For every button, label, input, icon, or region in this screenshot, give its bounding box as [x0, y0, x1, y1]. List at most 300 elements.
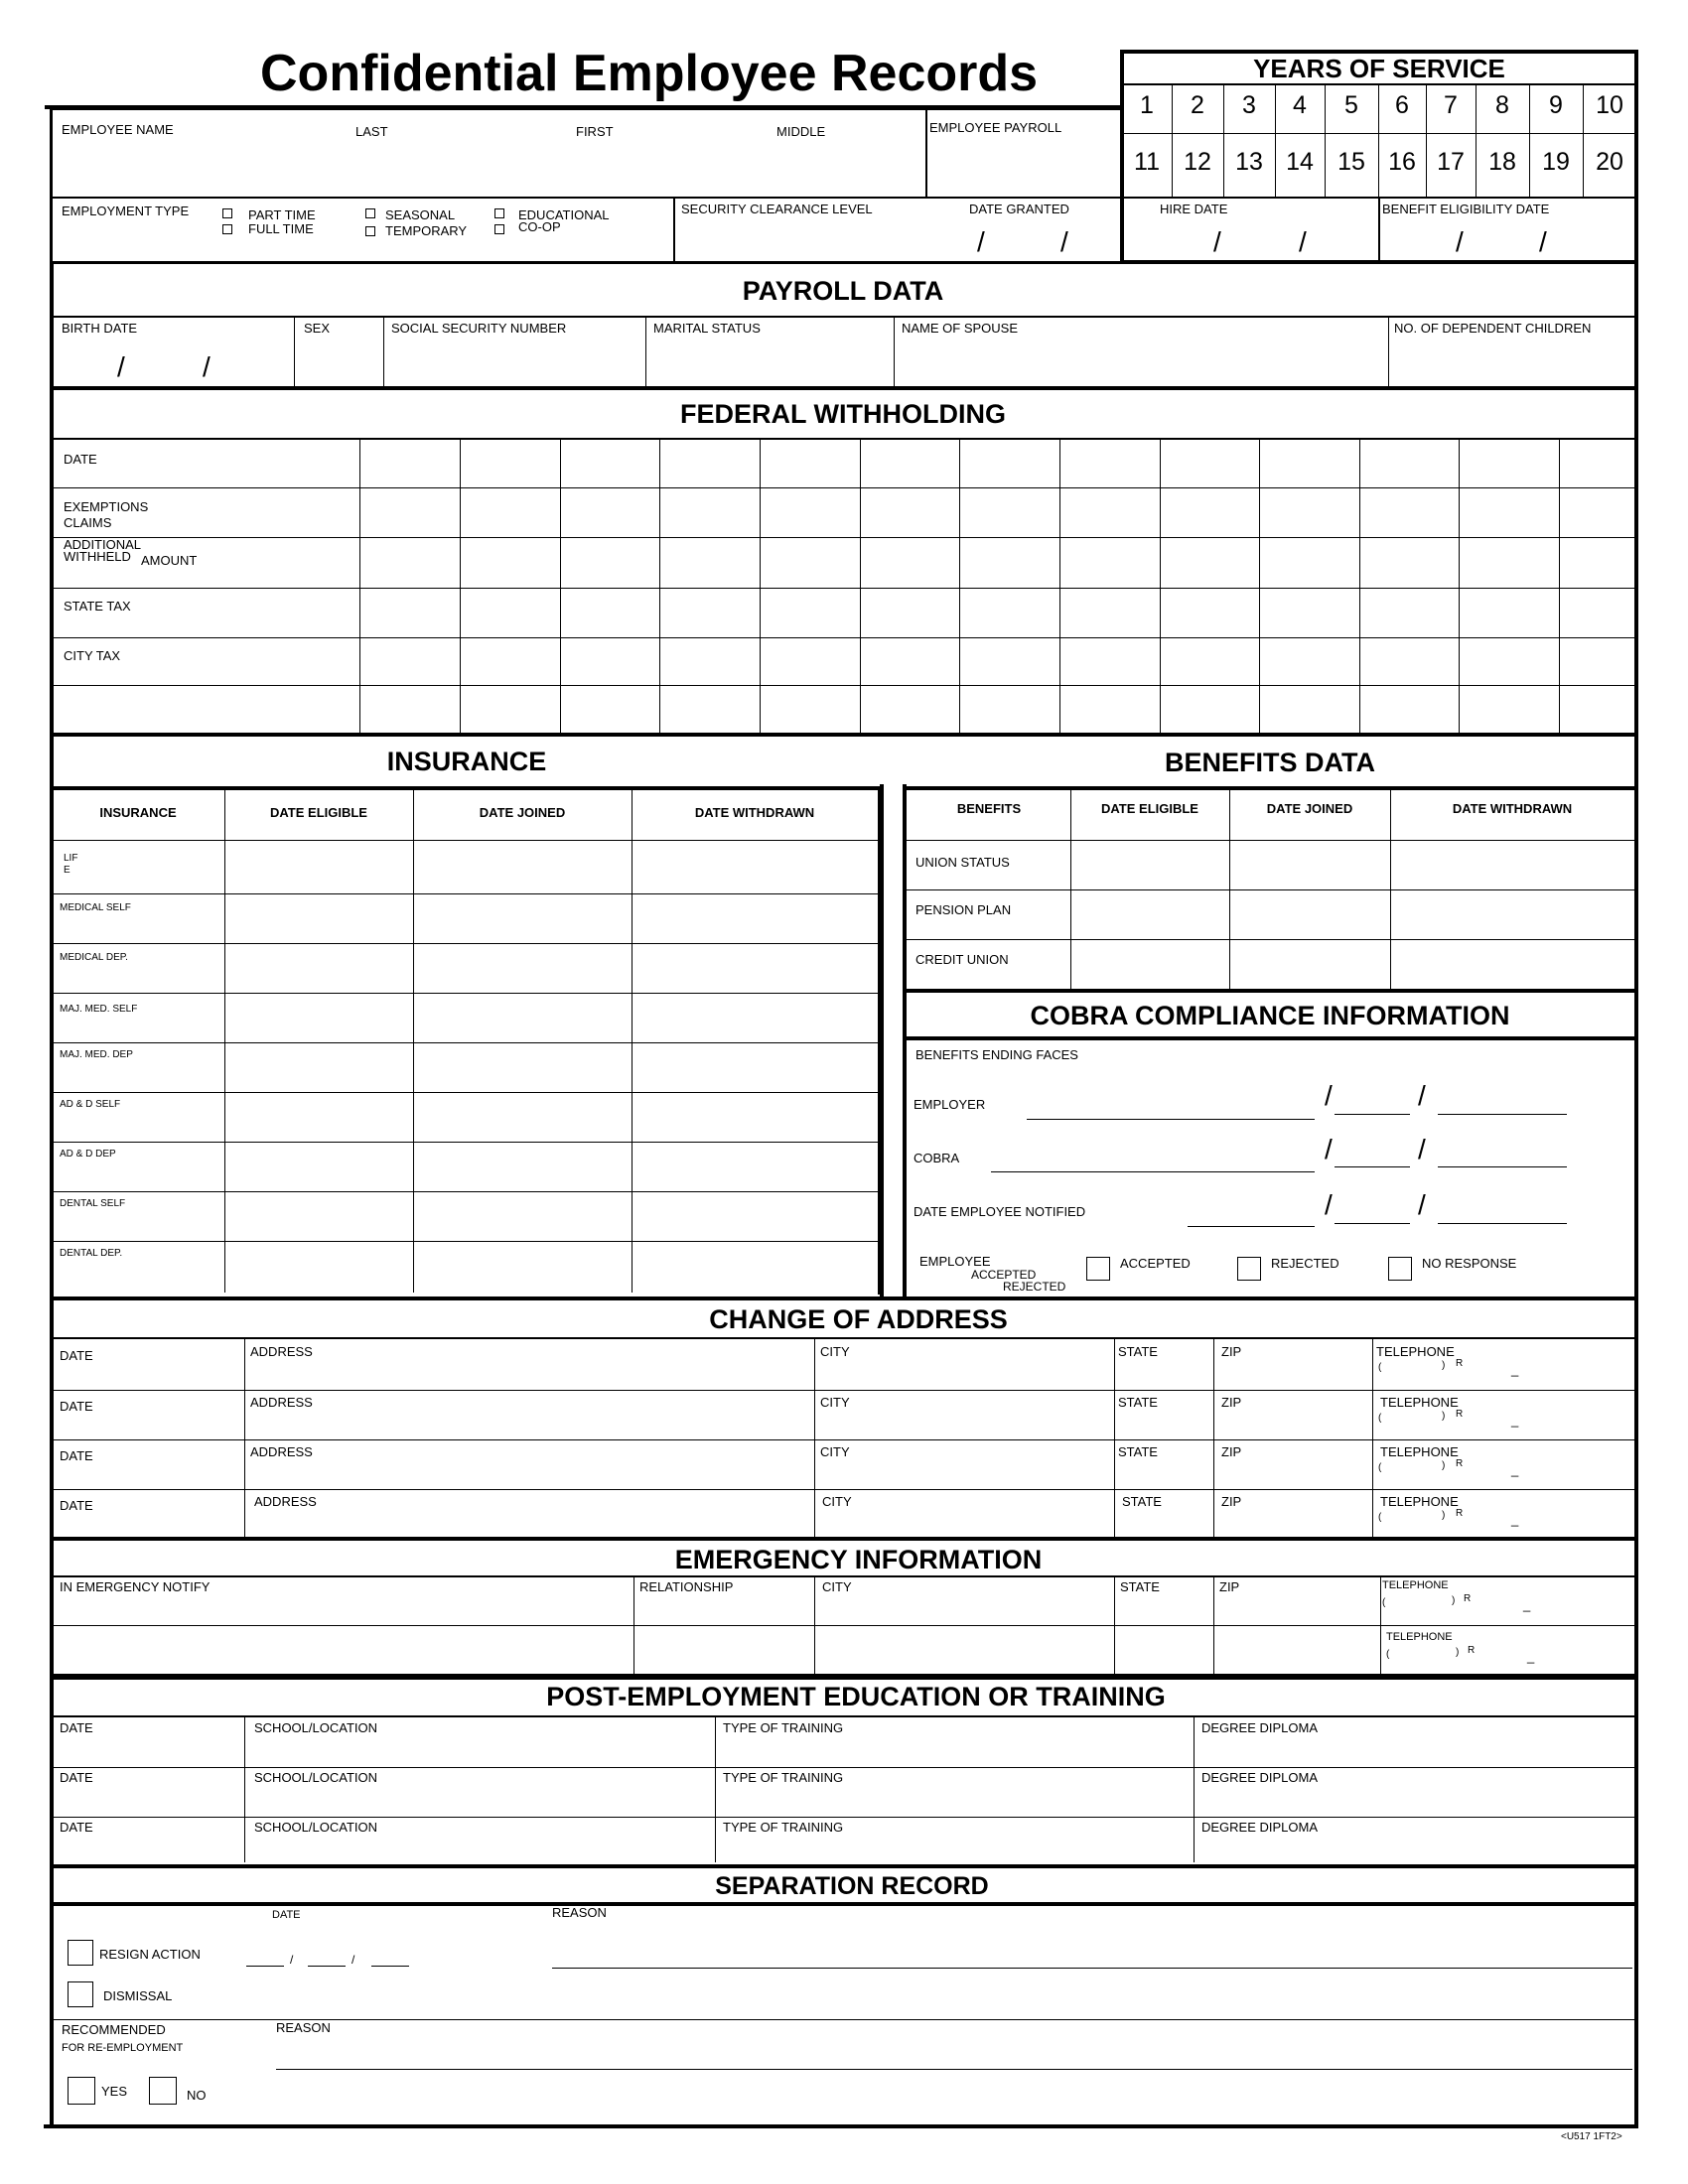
emer-cell[interactable] [1116, 1597, 1211, 1623]
addr-date-label: DATE [60, 1498, 93, 1513]
educational-checkbox[interactable] [494, 208, 504, 218]
accepted-checkbox[interactable] [1086, 1257, 1110, 1281]
emer-cell[interactable] [635, 1645, 812, 1672]
seasonal-checkbox[interactable] [365, 208, 375, 218]
addr-paren-open: ( [1378, 1362, 1382, 1373]
fed-cell[interactable] [1060, 639, 1159, 684]
emer-telephone-label: TELEPHONE [1386, 1631, 1453, 1643]
fed-cell[interactable] [1360, 687, 1458, 732]
ins-header-0: INSURANCE [99, 805, 177, 820]
addr-paren-open: ( [1378, 1462, 1382, 1473]
yos-year-13[interactable]: 13 [1235, 148, 1263, 176]
yos-year-8[interactable]: 8 [1495, 91, 1509, 119]
fed-cell[interactable] [561, 440, 658, 486]
ins-cell[interactable] [633, 1193, 876, 1239]
addr-cell[interactable] [246, 1412, 812, 1437]
addr-cell[interactable] [246, 1511, 812, 1535]
fed-cell[interactable] [960, 687, 1058, 732]
emer-paren-open: ( [1386, 1649, 1390, 1660]
fed-cell[interactable] [861, 639, 958, 684]
fed-cell[interactable] [861, 687, 958, 732]
resign-date-sep-1: / [290, 1953, 294, 1967]
edu-cell[interactable] [1196, 1787, 1632, 1815]
date-notified-line[interactable] [1188, 1226, 1315, 1227]
emer-cell[interactable] [816, 1597, 1112, 1623]
fed-cell[interactable] [1161, 639, 1258, 684]
addr-cell[interactable] [54, 1412, 242, 1437]
dismissal-checkbox[interactable] [68, 1981, 93, 2007]
fed-cell[interactable] [1260, 539, 1358, 587]
emer-cell[interactable] [1116, 1645, 1211, 1672]
ins-cell[interactable] [226, 945, 411, 991]
educational-label: EDUCATIONAL [518, 207, 610, 222]
resign-reason-line[interactable] [552, 1968, 1632, 1969]
ins-row-line [52, 1191, 878, 1192]
addr-cell[interactable] [54, 1511, 242, 1535]
cobra-cobra-line[interactable] [991, 1171, 1315, 1172]
date-notified-label: DATE EMPLOYEE NOTIFIED [914, 1204, 1086, 1219]
ins-cell[interactable] [633, 1094, 876, 1140]
addr-cell[interactable] [1116, 1511, 1211, 1535]
fed-cell[interactable] [1161, 489, 1258, 536]
cobra-cobra-date-1[interactable] [1335, 1166, 1410, 1167]
ins-cell[interactable] [415, 1144, 630, 1189]
addr-zip-label: ZIP [1221, 1395, 1242, 1410]
ben-cell[interactable] [1392, 891, 1632, 937]
fed-cell[interactable] [360, 590, 459, 636]
fed-cell[interactable] [1161, 539, 1258, 587]
separation-title-rule [52, 1902, 1634, 1906]
addr-cell[interactable] [1215, 1361, 1370, 1388]
edu-cell[interactable] [717, 1787, 1192, 1815]
fed-cell[interactable] [960, 489, 1058, 536]
edu-cell[interactable] [246, 1837, 713, 1860]
fed-cell[interactable] [1161, 687, 1258, 732]
part-time-checkbox[interactable] [222, 208, 232, 218]
edu-type-label: TYPE OF TRAINING [723, 1720, 844, 1735]
rejected-checkbox[interactable] [1237, 1257, 1261, 1281]
yos-year-6[interactable]: 6 [1395, 91, 1409, 119]
security-clearance-label: SECURITY CLEARANCE LEVEL [681, 202, 873, 216]
fed-cell[interactable] [1260, 489, 1358, 536]
addr-cell[interactable] [1116, 1412, 1211, 1437]
fed-cell[interactable] [1161, 590, 1258, 636]
coop-checkbox[interactable] [494, 224, 504, 234]
fed-exemptions-label: EXEMPTIONS [64, 499, 149, 514]
ins-cell[interactable] [226, 1144, 411, 1189]
ins-row-label: DENTAL SELF [60, 1198, 126, 1209]
reemployment-reason-line[interactable] [276, 2069, 1632, 2070]
no-checkbox[interactable] [149, 2077, 177, 2105]
addr-city-label: CITY [820, 1444, 850, 1459]
addr-paren-close: ) [1442, 1460, 1446, 1471]
fed-cell[interactable] [1260, 590, 1358, 636]
addr-cell[interactable] [816, 1461, 1112, 1487]
addr-cell[interactable] [1374, 1458, 1632, 1487]
cobra-cobra-slash-2: / [1418, 1134, 1426, 1164]
emer-col-line [814, 1577, 815, 1674]
ins-cell[interactable] [633, 842, 876, 891]
yos-year-5[interactable]: 5 [1344, 91, 1358, 119]
fed-cell[interactable] [1560, 489, 1633, 536]
ins-cell[interactable] [415, 995, 630, 1040]
fed-cell[interactable] [660, 539, 759, 587]
fed-cell[interactable] [960, 639, 1058, 684]
edu-cell[interactable] [246, 1737, 713, 1765]
emer-cell[interactable] [1215, 1645, 1378, 1672]
edu-row-line [52, 1767, 1634, 1768]
cobra-employer-date-1[interactable] [1335, 1114, 1410, 1115]
fed-cell[interactable] [360, 539, 459, 587]
ins-header-1: DATE ELIGIBLE [270, 805, 367, 820]
full-time-checkbox[interactable] [222, 224, 232, 234]
fed-cell[interactable] [1260, 639, 1358, 684]
no-label: NO [187, 2088, 207, 2103]
yos-year-15[interactable]: 15 [1337, 148, 1365, 176]
edu-cell[interactable] [246, 1787, 713, 1815]
years-of-service-title: YEARS OF SERVICE [1253, 54, 1505, 83]
fed-cell[interactable] [360, 440, 459, 486]
ben-cell[interactable] [1231, 842, 1388, 887]
ins-row-label: MEDICAL DEP. [60, 952, 128, 963]
no-response-checkbox[interactable] [1388, 1257, 1412, 1281]
birth-date-slash-2: / [203, 351, 211, 382]
fed-cell[interactable] [960, 440, 1058, 486]
fed-cell[interactable] [761, 440, 859, 486]
header-security-divider [673, 197, 675, 262]
ins-row-label: MAJ. MED. DEP [60, 1049, 133, 1060]
addr-dash: _ [1511, 1512, 1519, 1527]
fed-cell[interactable] [1060, 687, 1159, 732]
ins-cell[interactable] [415, 1094, 630, 1140]
ins-cell[interactable] [633, 1144, 876, 1189]
fed-cell[interactable] [461, 590, 559, 636]
fed-cell[interactable] [1360, 590, 1458, 636]
date-notified-slash-1: / [1325, 1189, 1333, 1220]
ins-row-label: MEDICAL SELF [60, 902, 131, 913]
addr-cell[interactable] [246, 1361, 812, 1388]
fed-cell[interactable] [1560, 687, 1633, 732]
benefit-slash-1: / [1456, 226, 1464, 257]
fed-cell[interactable] [1060, 489, 1159, 536]
yos-rule-1 [1122, 83, 1636, 85]
fed-cell[interactable] [861, 489, 958, 536]
yos-col-line [1476, 84, 1477, 197]
address-title: CHANGE OF ADDRESS [709, 1304, 1008, 1334]
coop-label: CO-OP [518, 219, 561, 234]
resign-date-3[interactable] [371, 1966, 409, 1967]
insurance-title: INSURANCE [386, 747, 547, 776]
fed-cell[interactable] [761, 639, 859, 684]
ins-cell[interactable] [415, 1193, 630, 1239]
addr-city-label: CITY [820, 1344, 850, 1359]
yes-checkbox[interactable] [68, 2077, 95, 2105]
yos-year-4[interactable]: 4 [1293, 91, 1307, 119]
yos-year-10[interactable]: 10 [1596, 91, 1623, 119]
fed-cell[interactable] [1360, 539, 1458, 587]
fed-cell[interactable] [1360, 489, 1458, 536]
addr-cell[interactable] [816, 1511, 1112, 1535]
yos-year-18[interactable]: 18 [1488, 148, 1516, 176]
yos-year-3[interactable]: 3 [1242, 91, 1256, 119]
edu-cell[interactable] [54, 1737, 242, 1765]
ben-header-1: DATE ELIGIBLE [1101, 801, 1198, 816]
ben-cell[interactable] [1392, 941, 1632, 987]
cobra-employer-line[interactable] [1027, 1119, 1315, 1120]
fed-cell[interactable] [1460, 489, 1558, 536]
yos-year-11[interactable]: 11 [1134, 148, 1160, 176]
addr-paren-open: ( [1378, 1512, 1382, 1523]
addr-cell[interactable] [1215, 1511, 1370, 1535]
addr-telephone-label: TELEPHONE [1380, 1444, 1459, 1459]
ins-cell[interactable] [226, 842, 411, 891]
fed-cell[interactable] [561, 590, 658, 636]
fed-cell[interactable] [1560, 539, 1633, 587]
ben-row-label: PENSION PLAN [915, 902, 1012, 917]
fed-cell[interactable] [861, 440, 958, 486]
fed-cell[interactable] [1560, 440, 1633, 486]
addr-telephone-label: TELEPHONE [1376, 1344, 1455, 1359]
benefits-top-rule [904, 786, 1634, 790]
yos-year-2[interactable]: 2 [1191, 91, 1204, 119]
edu-cell[interactable] [1196, 1737, 1632, 1765]
yos-year-17[interactable]: 17 [1437, 148, 1465, 176]
addr-date-label: DATE [60, 1348, 93, 1363]
addr-cell[interactable] [54, 1361, 242, 1388]
emer-cell[interactable] [54, 1597, 632, 1623]
resign-checkbox[interactable] [68, 1940, 93, 1966]
ins-col-line [413, 790, 414, 1293]
ben-cell[interactable] [1072, 891, 1227, 937]
fed-cell[interactable] [761, 539, 859, 587]
payroll-col-3 [645, 318, 646, 386]
ins-row-line [52, 840, 878, 841]
cobra-employee-label: EMPLOYEE [919, 1254, 991, 1269]
edu-cell[interactable] [54, 1837, 242, 1860]
addr-date-label: DATE [60, 1399, 93, 1414]
fed-cell[interactable] [360, 687, 459, 732]
reemployment-label: FOR RE-EMPLOYMENT [62, 2042, 184, 2054]
insurance-top-rule [52, 786, 882, 790]
cobra-title-rule [904, 1036, 1634, 1040]
address-title-rule [52, 1337, 1634, 1339]
ins-cell[interactable] [226, 792, 411, 838]
date-notified-date-1[interactable] [1335, 1223, 1410, 1224]
fed-cell[interactable] [461, 687, 559, 732]
yos-year-7[interactable]: 7 [1444, 91, 1458, 119]
addr-cell[interactable] [816, 1412, 1112, 1437]
emer-cell[interactable] [1382, 1645, 1632, 1672]
emer-cell[interactable] [1215, 1597, 1378, 1623]
yos-year-1[interactable]: 1 [1140, 91, 1154, 119]
edu-cell[interactable] [1196, 1837, 1632, 1860]
emer-city-label: CITY [822, 1579, 852, 1594]
ben-cell[interactable] [1072, 842, 1227, 887]
fed-cell[interactable] [960, 539, 1058, 587]
edu-school-label: SCHOOL/LOCATION [254, 1770, 378, 1785]
emer-row-line [52, 1625, 1634, 1626]
addr-cell[interactable] [1116, 1461, 1211, 1487]
fed-cell[interactable] [660, 590, 759, 636]
fed-cell[interactable] [1161, 440, 1258, 486]
ben-row-line [906, 889, 1634, 890]
employment-type-label: EMPLOYMENT TYPE [62, 204, 190, 218]
ben-cell[interactable] [1392, 842, 1632, 887]
ins-cell[interactable] [415, 1044, 630, 1090]
addr-cell[interactable] [54, 1461, 242, 1487]
fed-cell[interactable] [1260, 440, 1358, 486]
edu-cell[interactable] [54, 1787, 242, 1815]
ben-cell[interactable] [1231, 941, 1388, 987]
addr-col-line [1213, 1339, 1214, 1537]
address-top-rule [52, 1297, 1634, 1300]
fed-cell[interactable] [1360, 639, 1458, 684]
fed-cell[interactable] [1060, 539, 1159, 587]
resign-date-1[interactable] [246, 1966, 284, 1967]
emer-cell[interactable] [54, 1645, 632, 1672]
ins-cell[interactable] [226, 1044, 411, 1090]
ins-cell[interactable] [633, 945, 876, 991]
fed-cell[interactable] [660, 687, 759, 732]
fed-cell[interactable] [761, 489, 859, 536]
addr-r: R [1456, 1458, 1464, 1469]
addr-cell[interactable] [1374, 1358, 1632, 1388]
ins-cell[interactable] [226, 1193, 411, 1239]
ben-row-line [906, 840, 1634, 841]
ins-cell[interactable] [415, 792, 630, 838]
ins-cell[interactable] [415, 842, 630, 891]
ben-row-label: UNION STATUS [915, 855, 1010, 870]
fed-cell[interactable] [1460, 639, 1558, 684]
fed-cell[interactable] [1060, 590, 1159, 636]
fed-cell[interactable] [1560, 639, 1633, 684]
temporary-checkbox[interactable] [365, 226, 375, 236]
fed-cell[interactable] [1560, 590, 1633, 636]
cobra-cobra-date-2[interactable] [1438, 1166, 1567, 1167]
addr-paren-close: ) [1442, 1411, 1446, 1422]
yos-year-9[interactable]: 9 [1549, 91, 1563, 119]
fed-cell[interactable] [461, 539, 559, 587]
emer-paren-open: ( [1382, 1597, 1386, 1608]
fed-cell[interactable] [660, 639, 759, 684]
emer-cell[interactable] [1382, 1597, 1632, 1623]
edu-cell[interactable] [717, 1837, 1192, 1860]
ins-cell[interactable] [415, 895, 630, 941]
ben-cell[interactable] [1072, 941, 1227, 987]
emer-zip-label: ZIP [1219, 1579, 1240, 1594]
fed-cell[interactable] [960, 590, 1058, 636]
addr-address-label: ADDRESS [250, 1444, 313, 1459]
addr-zip-label: ZIP [1221, 1344, 1242, 1359]
cobra-cobra-label: COBRA [914, 1151, 960, 1165]
edu-row-line [52, 1817, 1634, 1818]
date-notified-date-2[interactable] [1438, 1223, 1567, 1224]
benefit-slash-2: / [1539, 226, 1547, 257]
addr-telephone-label: TELEPHONE [1380, 1494, 1459, 1509]
addr-cell[interactable] [1215, 1412, 1370, 1437]
edu-degree-label: DEGREE DIPLOMA [1201, 1820, 1319, 1835]
fed-cell[interactable] [1060, 440, 1159, 486]
addr-cell[interactable] [1215, 1461, 1370, 1487]
ben-header-0: BENEFITS [956, 801, 1022, 816]
ins-cell[interactable] [226, 1094, 411, 1140]
addr-paren-close: ) [1442, 1510, 1446, 1521]
yos-year-16[interactable]: 16 [1388, 148, 1416, 176]
addr-paren-open: ( [1378, 1413, 1382, 1424]
ben-row-label: CREDIT UNION [915, 952, 1009, 967]
addr-cell[interactable] [1374, 1508, 1632, 1535]
fed-cell[interactable] [1460, 687, 1558, 732]
ins-cell[interactable] [633, 895, 876, 941]
yos-year-14[interactable]: 14 [1286, 148, 1314, 176]
yos-year-12[interactable]: 12 [1184, 148, 1211, 176]
fed-cell[interactable] [1360, 440, 1458, 486]
fed-cell[interactable] [660, 440, 759, 486]
fed-cell[interactable] [861, 539, 958, 587]
yos-year-20[interactable]: 20 [1596, 148, 1623, 176]
fed-cell[interactable] [861, 590, 958, 636]
fed-cell[interactable] [1460, 440, 1558, 486]
addr-cell[interactable] [1116, 1361, 1211, 1388]
addr-cell[interactable] [816, 1361, 1112, 1388]
employee-payroll-label: EMPLOYEE PAYROLL [929, 120, 1062, 135]
ins-cell[interactable] [633, 1044, 876, 1090]
ins-cell[interactable] [226, 895, 411, 941]
addr-cell[interactable] [246, 1461, 812, 1487]
fed-cell[interactable] [360, 639, 459, 684]
life-label-2: E [64, 865, 70, 876]
ins-cell[interactable] [633, 792, 876, 838]
addr-row-line [52, 1489, 1634, 1490]
fed-cell[interactable] [461, 639, 559, 684]
fed-cell[interactable] [1460, 539, 1558, 587]
fed-cell[interactable] [761, 590, 859, 636]
ins-cell[interactable] [226, 995, 411, 1040]
fed-cell[interactable] [461, 440, 559, 486]
resign-date-2[interactable] [308, 1966, 346, 1967]
fed-cell[interactable] [761, 687, 859, 732]
addr-paren-close: ) [1442, 1360, 1446, 1371]
addr-cell[interactable] [1374, 1409, 1632, 1437]
addr-address-label: ADDRESS [250, 1344, 313, 1359]
fed-cell[interactable] [561, 489, 658, 536]
fed-cell[interactable] [461, 489, 559, 536]
fed-cell[interactable] [1460, 590, 1558, 636]
payroll-col-5 [1388, 318, 1389, 386]
emer-cell[interactable] [816, 1645, 1112, 1672]
edu-cell[interactable] [717, 1737, 1192, 1765]
cobra-employer-date-2[interactable] [1438, 1114, 1567, 1115]
fed-cell[interactable] [561, 687, 658, 732]
emer-cell[interactable] [635, 1597, 812, 1623]
ben-row-line [906, 939, 1634, 940]
cobra-employer-label: EMPLOYER [914, 1097, 986, 1112]
ben-cell[interactable] [1231, 891, 1388, 937]
fed-cell[interactable] [360, 489, 459, 536]
fed-cell[interactable] [561, 639, 658, 684]
addr-city-label: CITY [820, 1395, 850, 1410]
fed-cell[interactable] [660, 489, 759, 536]
emer-paren-close: ) [1452, 1595, 1456, 1606]
date-granted-label: DATE GRANTED [969, 202, 1069, 216]
ins-cell[interactable] [415, 945, 630, 991]
edu-col-line [1194, 1717, 1195, 1862]
edu-col-line [715, 1717, 716, 1862]
yos-year-19[interactable]: 19 [1542, 148, 1570, 176]
fed-cell[interactable] [1260, 687, 1358, 732]
ins-cell[interactable] [633, 995, 876, 1040]
fed-cell[interactable] [561, 539, 658, 587]
